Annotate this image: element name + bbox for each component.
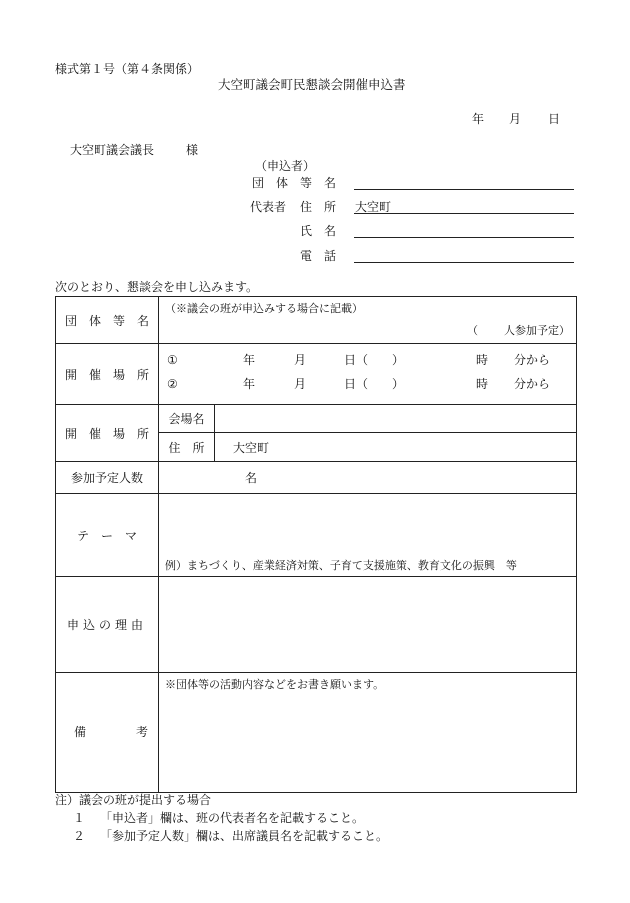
- org-label: 団 体 等 名: [56, 297, 159, 344]
- applicant-phone-field[interactable]: [354, 262, 574, 263]
- theme-field[interactable]: [159, 494, 577, 577]
- row-attendees: [56, 462, 577, 494]
- row-org: [56, 297, 577, 344]
- schedule-mark-2: ②: [167, 377, 178, 391]
- row-remarks: [56, 673, 577, 793]
- applicant-heading: （申込者）: [255, 159, 316, 173]
- venue-address-value: 大空町: [233, 440, 270, 455]
- schedule-year-1: 年: [243, 353, 256, 367]
- schedule-day-2: 日（ ）: [344, 377, 405, 391]
- page-title: 大空町議会町民懇談会開催申込書: [218, 77, 406, 92]
- reason-label: 申込の理由: [56, 577, 159, 673]
- note-1-num: １: [73, 811, 86, 825]
- applicant-address-field[interactable]: [354, 213, 574, 214]
- venue-label: 開 催 場 所: [56, 405, 159, 462]
- intro-text: 次のとおり、懇談会を申し込みます。: [55, 280, 259, 294]
- note-1-text: 「申込者」欄は、班の代表者名を記載すること。: [100, 811, 365, 825]
- note-2-text: 「参加予定人数」欄は、出席議員名を記載すること。: [100, 829, 389, 843]
- participants-suffix: 人参加予定）: [504, 324, 570, 337]
- remarks-field[interactable]: [159, 673, 577, 793]
- date-day: 日: [548, 112, 561, 126]
- schedule-label: 開 催 場 所: [56, 344, 159, 405]
- applicant-phone-label: 電 話: [300, 249, 337, 263]
- row-reason: [56, 577, 577, 673]
- attendees-unit: 名: [245, 471, 258, 485]
- theme-label: テ ー マ: [56, 494, 159, 577]
- schedule-from-2: 分から: [514, 377, 551, 391]
- schedule-from-1: 分から: [514, 353, 551, 367]
- applicant-org-label: 団 体 等 名: [252, 176, 337, 190]
- venue-address-field[interactable]: [215, 433, 577, 462]
- schedule-hour-1: 時: [476, 353, 489, 367]
- theme-example: 例）まちづくり、産業経済対策、子育て支援施策、教育文化の振興 等: [165, 559, 517, 572]
- form-number: 様式第１号（第４条関係）: [55, 62, 200, 76]
- note-2-num: ２: [73, 829, 86, 843]
- applicant-address-value: 大空町: [355, 200, 392, 214]
- venue-name-field[interactable]: [215, 405, 577, 433]
- org-cell[interactable]: [159, 297, 577, 344]
- remarks-note: ※団体等の活動内容などをお書き願います。: [165, 678, 385, 691]
- schedule-day-1: 日（ ）: [344, 353, 405, 367]
- org-note: （※議会の班が申込みする場合に記載）: [165, 302, 363, 315]
- row-theme: [56, 494, 577, 577]
- application-table: [55, 296, 577, 793]
- schedule-year-2: 年: [243, 377, 256, 391]
- row-schedule: [56, 344, 577, 405]
- schedule-hour-2: 時: [476, 377, 489, 391]
- applicant-address-label: 住 所: [300, 200, 337, 214]
- applicant-name-label: 氏 名: [300, 224, 337, 238]
- addressee: 大空町議会議長: [70, 143, 155, 157]
- remarks-label-a: 備: [74, 725, 87, 739]
- attendees-field[interactable]: [159, 462, 577, 494]
- date-month: 月: [509, 112, 522, 126]
- venue-address-label: 住 所: [159, 433, 215, 462]
- venue-name-label: 会場名: [159, 405, 215, 433]
- schedule-cell[interactable]: [159, 344, 577, 405]
- participants-open: （: [467, 324, 478, 337]
- attendees-label: 参加予定人数: [56, 462, 159, 494]
- reason-field[interactable]: [159, 577, 577, 673]
- schedule-month-1: 月: [294, 353, 307, 367]
- notes-heading: 注）議会の班が提出する場合: [55, 793, 212, 807]
- remarks-label-cell: [56, 673, 159, 793]
- remarks-label-b: 考: [136, 725, 149, 739]
- date-year: 年: [472, 112, 485, 126]
- row-venue-name: [56, 405, 577, 433]
- applicant-rep-prefix: 代表者: [250, 200, 287, 214]
- applicant-org-field[interactable]: [354, 189, 574, 190]
- schedule-month-2: 月: [294, 377, 307, 391]
- applicant-name-field[interactable]: [354, 237, 574, 238]
- schedule-mark-1: ①: [167, 353, 178, 367]
- honorific: 様: [186, 143, 199, 157]
